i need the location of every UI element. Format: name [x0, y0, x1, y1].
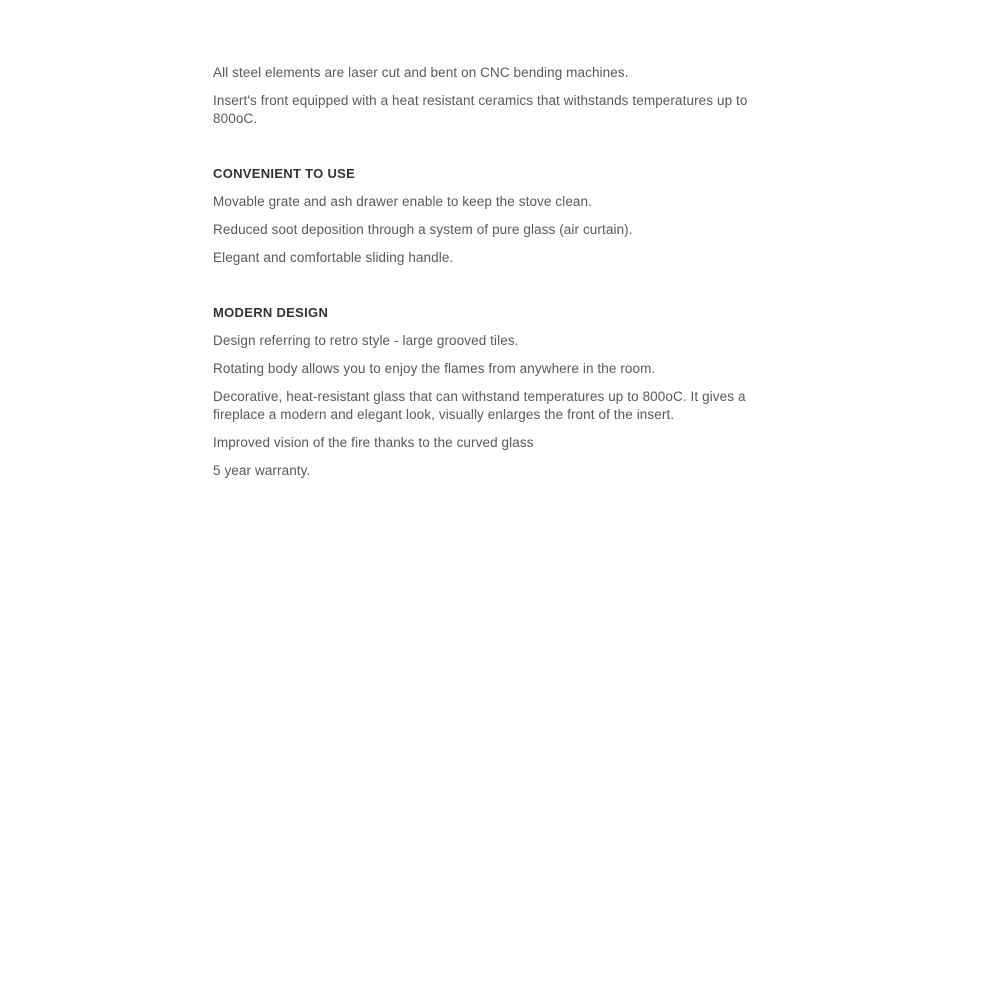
intro-paragraph: All steel elements are laser cut and bent on CNC bending machines.: [213, 65, 629, 80]
section-paragraph: Reduced soot deposition through a system of pure glass (air curtain).: [213, 222, 633, 237]
section-paragraph: Improved vision of the fire thanks to the curved glass: [213, 435, 534, 450]
section-paragraph: Rotating body allows you to enjoy the flames from anywhere in the room.: [213, 361, 656, 376]
section-paragraph: Elegant and comfortable sliding handle.: [213, 250, 454, 265]
section-heading-convenient-to-use: CONVENIENT TO USE: [213, 166, 356, 181]
intro-paragraph: Insert's front equipped with a heat resistant ceramics that withstands temperatures up to 800oC.: [213, 93, 748, 126]
section-paragraph: Design referring to retro style - large grooved tiles.: [213, 333, 519, 348]
section-heading-modern-design: MODERN DESIGN: [213, 305, 329, 320]
section-paragraph: Decorative, heat-resistant glass that can withstand temperatures up to 800oC. It gives a fireplace a modern and elegant look, visually enlarges the front of the insert.: [213, 389, 746, 422]
section-paragraph: 5 year warranty.: [213, 463, 311, 478]
product-description-content: [213, 64, 778, 480]
section-paragraph: Movable grate and ash drawer enable to keep the stove clean.: [213, 194, 592, 209]
